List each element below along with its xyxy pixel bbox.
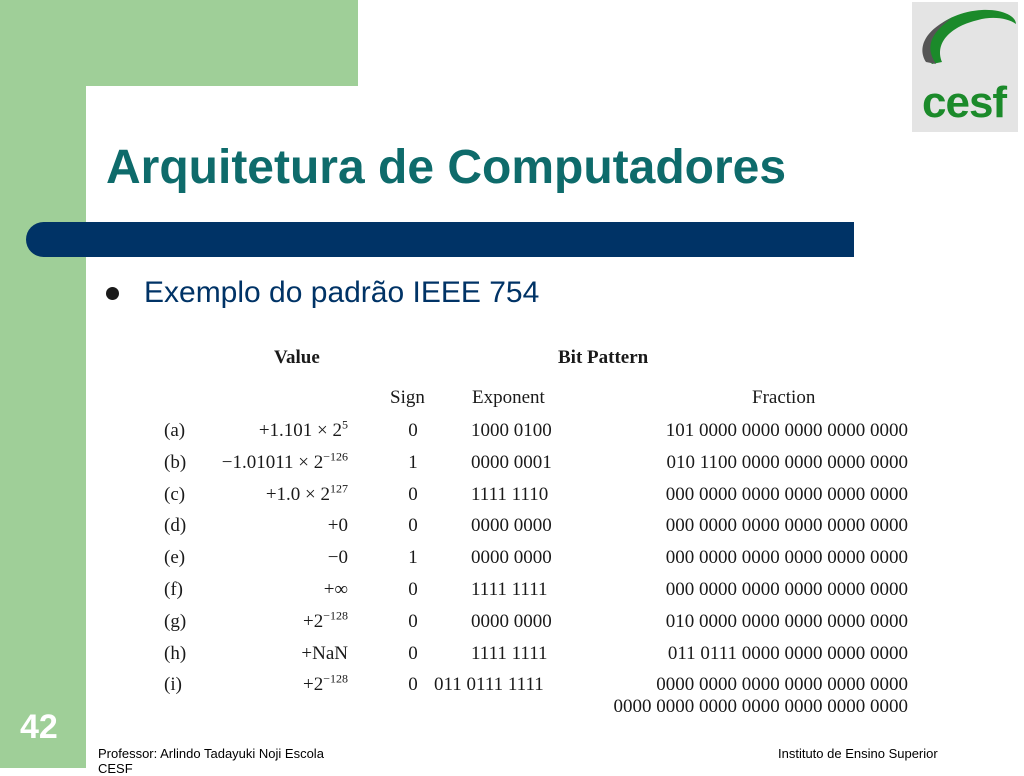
green-top-band xyxy=(0,0,358,86)
row-exponent: 0000 0000 xyxy=(471,547,552,568)
title-underline-bar xyxy=(26,222,854,257)
row-label: (b) xyxy=(164,452,187,473)
row-sign: 0 xyxy=(408,643,418,664)
row-value xyxy=(158,547,348,569)
logo-text: cesf xyxy=(922,78,1007,127)
value-exponent: 127 xyxy=(330,481,348,496)
value-base: +NaN xyxy=(301,643,348,664)
row-label: (e) xyxy=(164,547,186,568)
bullet-icon xyxy=(106,287,119,300)
row-exponent: 0000 0000 xyxy=(471,515,552,536)
row-fraction: 011 0111 0000 0000 0000 0000 xyxy=(667,643,908,664)
row-fraction: 000 0000 0000 0000 0000 0000 xyxy=(665,484,908,505)
row-exponent: 011 0111 1111 xyxy=(434,674,544,695)
row-value xyxy=(158,579,348,601)
value-base: +1.101 × 2 xyxy=(258,420,342,441)
row-fraction: 000 0000 0000 0000 0000 0000 xyxy=(665,547,908,568)
row-label: (f) xyxy=(164,579,183,600)
row-fraction: 0000 0000 0000 0000 0000 0000 xyxy=(656,674,908,695)
row-fraction-continued: 0000 0000 0000 0000 0000 0000 0000 xyxy=(613,696,908,717)
row-sign: 1 xyxy=(408,452,418,473)
green-side-band xyxy=(0,0,86,768)
slide-number: 42 xyxy=(20,708,58,746)
cesf-logo xyxy=(912,2,1018,132)
row-value xyxy=(158,417,348,442)
row-exponent: 1111 1111 xyxy=(471,579,548,600)
row-fraction: 000 0000 0000 0000 0000 0000 xyxy=(665,515,908,536)
row-label: (a) xyxy=(164,420,186,441)
value-base: +2 xyxy=(303,611,324,632)
row-label: (h) xyxy=(164,643,187,664)
value-exponent: −126 xyxy=(323,449,348,464)
value-base: +1.0 × 2 xyxy=(265,484,330,505)
row-exponent: 1111 1110 xyxy=(471,484,549,505)
row-exponent: 0000 0001 xyxy=(471,452,552,473)
row-value xyxy=(158,671,348,696)
row-label: (g) xyxy=(164,611,187,632)
value-exponent: 5 xyxy=(342,417,348,432)
row-label: (d) xyxy=(164,515,187,536)
row-sign: 0 xyxy=(408,515,418,536)
value-base: +0 xyxy=(327,515,348,536)
row-exponent: 1000 0100 xyxy=(471,420,552,441)
value-base: −1.01011 × 2 xyxy=(221,452,324,473)
logo-swoosh-icon xyxy=(912,2,1018,82)
row-fraction: 000 0000 0000 0000 0000 0000 xyxy=(665,579,908,600)
row-value xyxy=(158,643,348,665)
col-exponent-header: Exponent xyxy=(472,387,545,408)
row-exponent: 1111 1111 xyxy=(471,643,548,664)
row-sign: 1 xyxy=(408,547,418,568)
row-value xyxy=(158,481,348,506)
row-value xyxy=(158,608,348,633)
footer-professor: Professor: Arlindo Tadayuki Noji Escola CESF xyxy=(98,746,324,776)
slide-title: Arquitetura de Computadores xyxy=(106,141,787,194)
value-base: −0 xyxy=(327,547,348,568)
value-base: +2 xyxy=(303,674,324,695)
row-label: (i) xyxy=(164,674,182,695)
row-value xyxy=(158,449,348,474)
row-sign: 0 xyxy=(408,674,418,695)
row-fraction: 010 0000 0000 0000 0000 0000 xyxy=(665,611,908,632)
row-value xyxy=(158,515,348,537)
value-exponent: −128 xyxy=(323,608,348,623)
header-value: Value xyxy=(274,347,320,368)
row-fraction: 101 0000 0000 0000 0000 0000 xyxy=(665,420,908,441)
row-sign: 0 xyxy=(408,611,418,632)
value-exponent: −128 xyxy=(323,671,348,686)
row-label: (c) xyxy=(164,484,186,505)
row-sign: 0 xyxy=(408,484,418,505)
bullet-text: Exemplo do padrão IEEE 754 xyxy=(144,276,540,309)
row-fraction: 010 1100 0000 0000 0000 0000 xyxy=(666,452,908,473)
value-base: +∞ xyxy=(323,579,348,600)
col-sign-header: Sign xyxy=(390,387,425,408)
header-bit-pattern: Bit Pattern xyxy=(558,347,649,368)
row-sign: 0 xyxy=(408,579,418,600)
row-sign: 0 xyxy=(408,420,418,441)
footer-institution: Instituto de Ensino Superior xyxy=(778,746,938,761)
row-exponent: 0000 0000 xyxy=(471,611,552,632)
col-fraction-header: Fraction xyxy=(752,387,816,408)
